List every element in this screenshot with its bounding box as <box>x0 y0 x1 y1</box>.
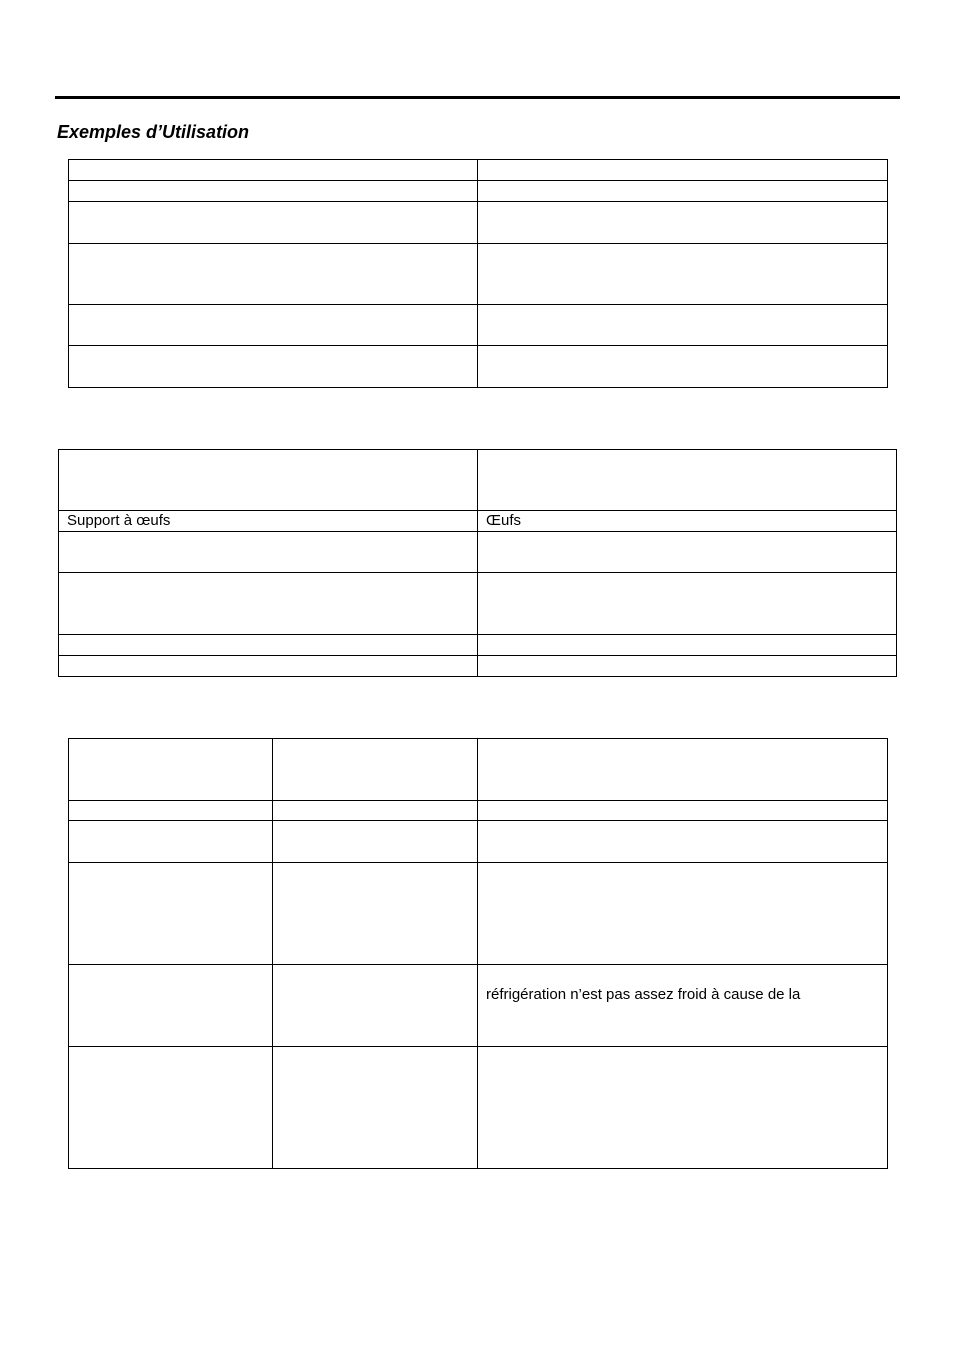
eggs-label: Œufs <box>486 512 522 529</box>
usage-table-2 <box>58 449 897 677</box>
table-row <box>69 305 888 346</box>
table-cell <box>478 965 888 1047</box>
usage-table-1 <box>68 159 888 388</box>
table-row <box>69 346 888 388</box>
table-row <box>69 965 888 1047</box>
table-cell <box>478 305 888 346</box>
table-row <box>69 160 888 181</box>
table-cell <box>59 635 478 656</box>
header-rule <box>55 96 900 99</box>
table-cell <box>478 635 897 656</box>
table-row <box>69 1047 888 1169</box>
table-cell <box>273 801 478 821</box>
table-cell <box>69 160 478 181</box>
egg-holder-label: Support à œufs <box>67 512 171 529</box>
table-cell <box>478 532 897 573</box>
table-row <box>69 181 888 202</box>
table-cell <box>273 739 478 801</box>
table-row <box>69 202 888 244</box>
table-cell <box>478 863 888 965</box>
table-cell <box>59 573 478 635</box>
table-cell <box>69 965 273 1047</box>
table-cell <box>478 450 897 511</box>
table-cell <box>59 656 478 677</box>
table-cell <box>273 863 478 965</box>
table-cell <box>478 801 888 821</box>
table-cell <box>69 1047 273 1169</box>
table-cell <box>69 821 273 863</box>
table-cell <box>59 532 478 573</box>
table-cell <box>69 346 478 388</box>
table-cell <box>478 511 897 532</box>
table-cell <box>69 801 273 821</box>
table-cell <box>478 202 888 244</box>
table-cell <box>478 346 888 388</box>
table-row <box>59 635 897 656</box>
table-row <box>69 801 888 821</box>
table-row <box>59 656 897 677</box>
table-cell <box>478 739 888 801</box>
table-cell <box>69 181 478 202</box>
troubleshooting-table <box>68 738 888 1169</box>
section-title: Exemples d’Utilisation <box>57 122 250 142</box>
table-cell <box>59 450 478 511</box>
table-cell <box>478 181 888 202</box>
table-row <box>59 511 897 532</box>
table-cell <box>273 1047 478 1169</box>
table-row <box>59 532 897 573</box>
table-row <box>59 450 897 511</box>
table-cell <box>478 573 897 635</box>
table-cell <box>478 244 888 305</box>
table-cell <box>69 244 478 305</box>
table-cell <box>478 821 888 863</box>
table-cell <box>69 202 478 244</box>
table-row <box>69 739 888 801</box>
cause-text: réfrigération n’est pas assez froid à cause de la <box>486 986 801 1003</box>
table-cell <box>69 739 273 801</box>
table-row <box>69 821 888 863</box>
table-cell <box>273 821 478 863</box>
table-cell <box>478 1047 888 1169</box>
table-cell <box>273 965 478 1047</box>
table-cell <box>478 160 888 181</box>
table-cell <box>69 305 478 346</box>
table-row <box>59 573 897 635</box>
table-cell <box>59 511 478 532</box>
table-row <box>69 244 888 305</box>
table-cell <box>478 656 897 677</box>
table-row <box>69 863 888 965</box>
table-cell <box>69 863 273 965</box>
